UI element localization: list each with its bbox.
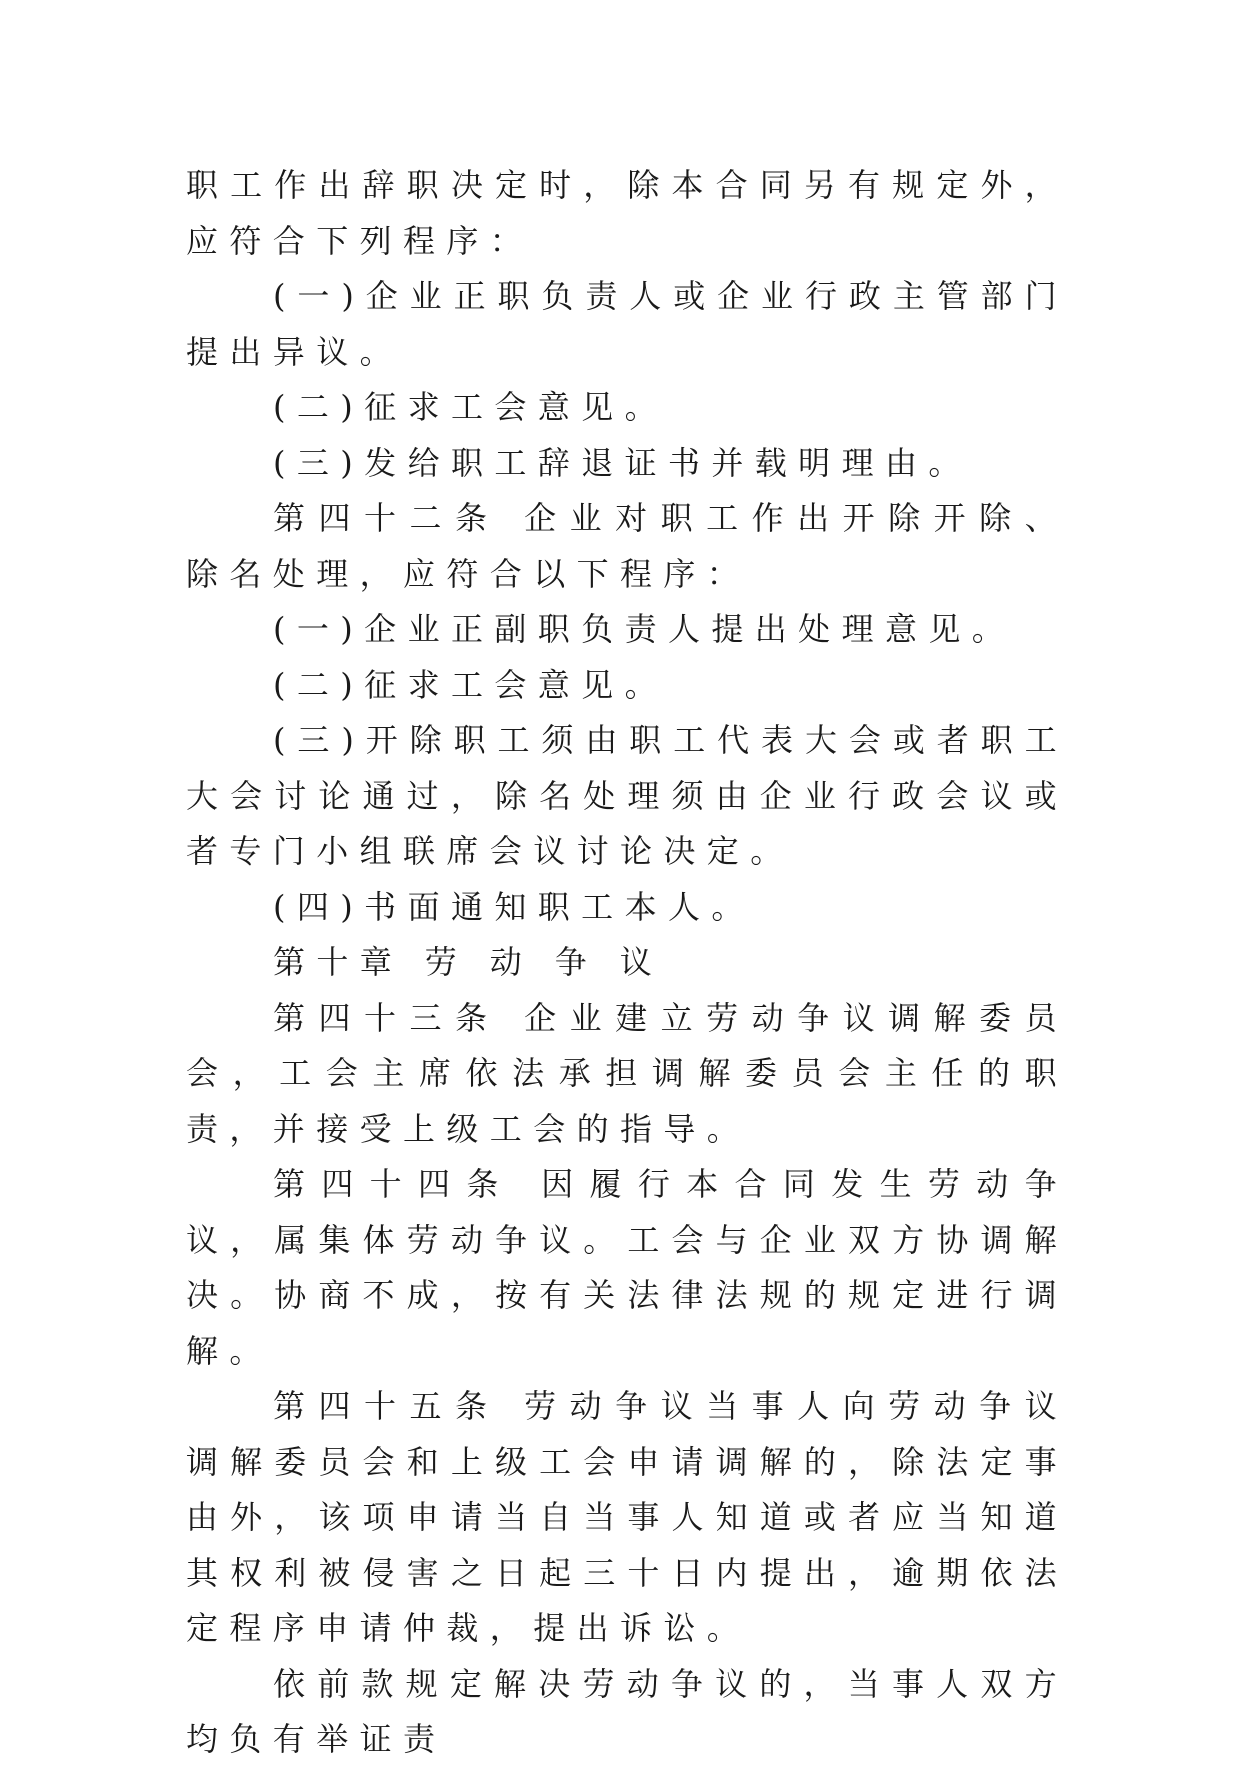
article-paragraph: 第四十三条 企业建立劳动争议调解委员会，工会主席依法承担调解委员会主任的职责，并接受上级工会的指导。 bbox=[186, 998, 1068, 1148]
article-paragraph: 第四十四条 因履行本合同发生劳动争议，属集体劳动争议。工会与企业双方协调解决。协商不成，按有关法律法规的规定进行调解。 bbox=[186, 1165, 1068, 1370]
paragraph: 依前款规定解决劳动争议的，当事人双方均负有举证责 bbox=[186, 1664, 1068, 1758]
chapter-heading: 第十章 劳 动 争 议 bbox=[273, 943, 664, 981]
paragraph: (二)征求工会意见。 bbox=[273, 665, 668, 704]
paragraph: (三)开除职工须由职工代表大会或者职工大会讨论通过，除名处理须由企业行政会议或者专门小组联席会议讨论决定。 bbox=[186, 721, 1068, 870]
article-paragraph: 第四十二条 企业对职工作出开除开除、除名处理，应符合以下程序： bbox=[186, 499, 1068, 593]
article-paragraph: 第四十五条 劳动争议当事人向劳动争议调解委员会和上级工会申请调解的，除法定事由外，该项申请当自当事人知道或者应当知道其权利被侵害之日起三十日内提出，逾期依法定程序申请仲裁，提出诉讼。 bbox=[186, 1387, 1068, 1647]
paragraph: 职工作出辞职决定时，除本合同另有规定外，应符合下列程序： bbox=[186, 166, 1068, 260]
paragraph: (一)企业正副职负责人提出处理意见。 bbox=[273, 610, 1016, 648]
paragraph: (三)发给职工辞退证书并载明理由。 bbox=[273, 443, 972, 482]
paragraph: (一)企业正职负责人或企业行政主管部门提出异议。 bbox=[186, 277, 1068, 371]
document-body bbox=[186, 158, 1068, 1768]
paragraph: (四)书面通知职工本人。 bbox=[273, 887, 755, 926]
paragraph: (二)征求工会意见。 bbox=[273, 388, 668, 426]
